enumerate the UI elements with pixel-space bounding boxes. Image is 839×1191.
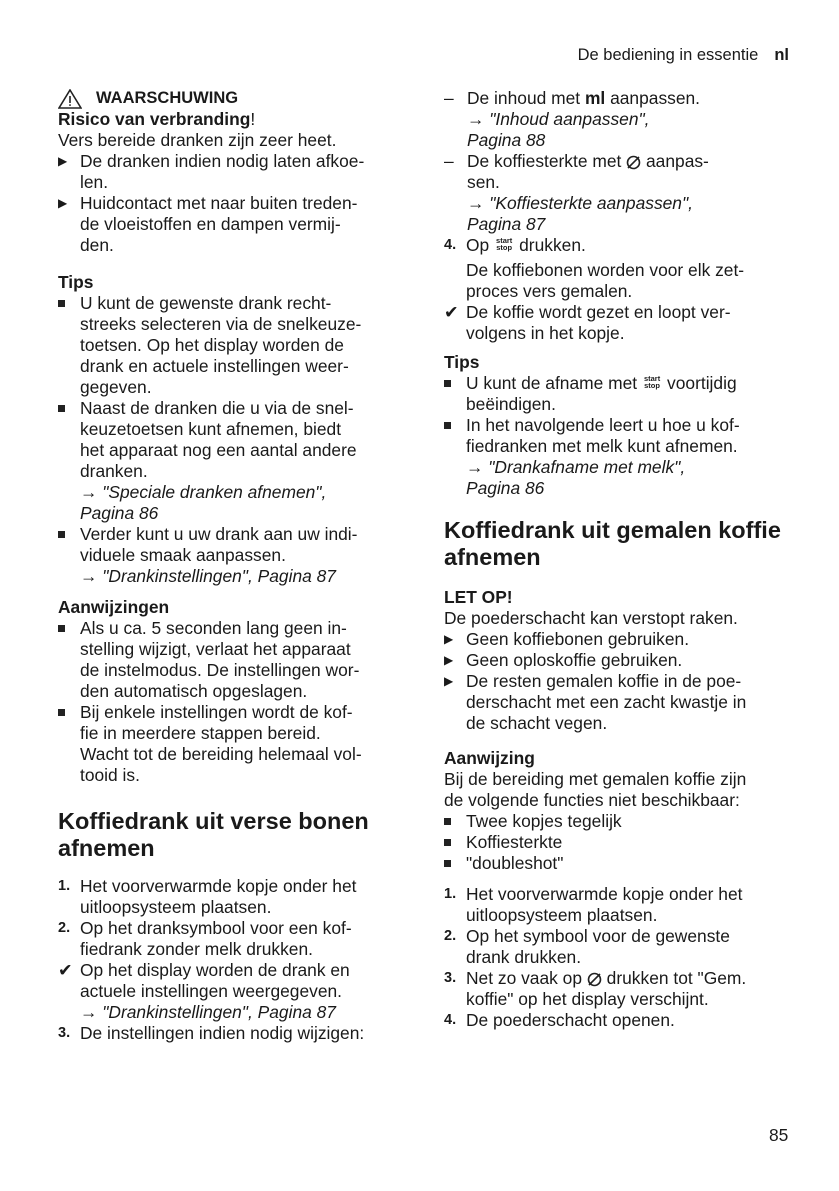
right-column: [444, 88, 792, 1031]
note-heading: Aanwijzing: [444, 748, 535, 768]
note-item: Bij enkele instellingen wordt de kof- fie in meerdere stappen bereid. Wacht tot de bereiding helemaal vol- tooid is.: [58, 702, 403, 786]
section-title-fresh-beans: Koffiedrank uit verse bonen afnemen: [58, 808, 369, 861]
step-item: 1. Het voorverwarmde kopje onder het uitloopsysteem plaatsen.: [444, 884, 743, 925]
bullet-arrow-icon: ▶: [444, 674, 454, 688]
warning-item: ▶ De dranken indien nodig laten afkoe- len.: [58, 151, 365, 192]
bullet-square-icon: [58, 405, 65, 412]
sub-step-strength: – De koffiesterkte met aanpas- sen. → "Koffiesterkte aanpassen", Pagina 87: [422, 151, 792, 235]
cross-reference: → "Drankinstellingen", Pagina 87: [80, 1002, 336, 1022]
strength-icon: [626, 155, 641, 170]
notes-heading: Aanwijzingen: [58, 597, 170, 617]
step-item: 4. Op start stop drukken. De koffiebonen worden voor elk zet- proces vers gemalen.: [444, 235, 745, 301]
bullet-square-icon: [444, 839, 451, 846]
step-item: 4. De poederschacht openen.: [444, 1010, 675, 1030]
note-item: Koffiesterkte: [444, 832, 792, 853]
cross-reference: → "Inhoud aanpassen", Pagina 88: [467, 109, 650, 150]
warning-risk: Risico van verbranding: [58, 109, 251, 129]
cross-reference: → "Koffiesterkte aanpassen", Pagina 87: [467, 193, 693, 234]
step-item: 2. Op het symbool voor de gewenste drank drukken.: [444, 926, 730, 967]
running-header: [578, 46, 789, 65]
cross-reference: → "Drankafname met melk", Pagina 86: [466, 457, 686, 498]
bullet-square-icon: [444, 422, 451, 429]
step-item: 2. Op het dranksymbool voor een kof- fiedrank zonder melk drukken.: [58, 918, 352, 959]
strength-icon: [587, 972, 602, 987]
note-item: Twee kopjes tegelijk: [444, 811, 792, 832]
tip-item: In het navolgende leert u hoe u kof- fiedranken met melk kunt afnemen. → "Drankafname met melk", Pagina 86: [444, 415, 792, 499]
step-item: 3. Net zo vaak op drukken tot "Gem. koffie" op het display verschijnt.: [444, 968, 747, 1009]
caution-item: ▶ Geen koffiebonen gebruiken.: [444, 629, 690, 649]
step-item: 3. De instellingen indien nodig wijzigen:: [58, 1023, 365, 1043]
start-stop-icon: start stop: [496, 236, 513, 253]
result-item: ✔ Op het display worden de drank en actuele instellingen weergegeven. → "Drankinstellingen", Pagina 87: [58, 960, 403, 1023]
bullet-square-icon: [444, 380, 451, 387]
cross-reference: → "Drankinstellingen", Pagina 87: [80, 566, 336, 586]
check-icon: ✔: [58, 960, 73, 980]
section-title-ground-coffee: Koffiedrank uit gemalen koffie afnemen: [444, 517, 781, 570]
note-item: "doubleshot": [444, 853, 792, 874]
bullet-square-icon: [58, 625, 65, 632]
tip-item: U kunt de afname met start stop voortijdig beëindigen.: [444, 373, 792, 415]
warning-text: Vers bereide dranken zijn zeer heet.: [58, 130, 337, 150]
warning-heading: [58, 88, 403, 109]
warning-item: ▶ Huidcontact met naar buiten treden- de vloeistoffen en dampen vermij- den.: [58, 193, 358, 255]
sub-step-volume: – De inhoud met ml aanpassen. → "Inhoud aanpassen", Pagina 88: [422, 88, 792, 151]
warning-triangle-icon: [58, 89, 82, 109]
header-language: nl: [774, 46, 789, 64]
tips-heading: Tips: [444, 352, 480, 372]
check-icon: ✔: [444, 302, 459, 322]
left-column: [58, 88, 403, 1044]
tips-heading: Tips: [58, 272, 94, 292]
bullet-arrow-icon: ▶: [58, 154, 68, 168]
result-item: ✔ De koffie wordt gezet en loopt ver- volgens in het kopje.: [444, 302, 731, 343]
bullet-square-icon: [58, 300, 65, 307]
tip-item: U kunt de gewenste drank recht- streeks selecteren via de snelkeuze- toetsen. Op het display worden de drank en actuele instellingen weer- gegeven.: [58, 293, 403, 398]
header-title: De bediening in essentie: [577, 46, 759, 64]
cross-reference: → "Speciale dranken afnemen", Pagina 86: [80, 482, 327, 523]
caution-item: ▶ Geen oploskoffie gebruiken.: [444, 650, 683, 670]
note-item: Als u ca. 5 seconden lang geen in- stelling wijzigt, verlaat het apparaat de instelmodus. De instellingen wor- den automatisch opgeslagen.: [58, 618, 403, 702]
bullet-square-icon: [58, 709, 65, 716]
bullet-square-icon: [58, 531, 65, 538]
bullet-square-icon: [444, 860, 451, 867]
bullet-arrow-icon: ▶: [444, 632, 454, 646]
step-item: 1. Het voorverwarmde kopje onder het uitloopsysteem plaatsen.: [58, 876, 357, 917]
note-text: Bij de bereiding met gemalen koffie zijn de volgende functies niet beschikbaar:: [444, 769, 747, 810]
warning-label: WAARSCHUWING: [96, 89, 239, 107]
tip-item: Naast de dranken die u via de snel- keuzetoetsen kunt afnemen, biedt het apparaat nog een aantal andere dranken. → "Speciale dranken afnemen", Pagina 86: [58, 398, 403, 524]
bullet-square-icon: [444, 818, 451, 825]
tip-item: Verder kunt u uw drank aan uw indi- viduele smaak aanpassen. → "Drankinstellingen", Pagina 87: [58, 524, 403, 587]
caution-heading: LET OP!: [444, 587, 513, 607]
page-number: 85: [769, 1125, 789, 1145]
caution-text: De poederschacht kan verstopt raken.: [444, 608, 738, 628]
start-stop-icon: start stop: [643, 374, 661, 391]
warning-risk-end: !: [250, 109, 256, 129]
bullet-arrow-icon: ▶: [444, 653, 454, 667]
bullet-arrow-icon: ▶: [58, 196, 68, 210]
caution-item: ▶ De resten gemalen koffie in de poe- derschacht met een zacht kwastje in de schacht vegen.: [444, 671, 747, 733]
